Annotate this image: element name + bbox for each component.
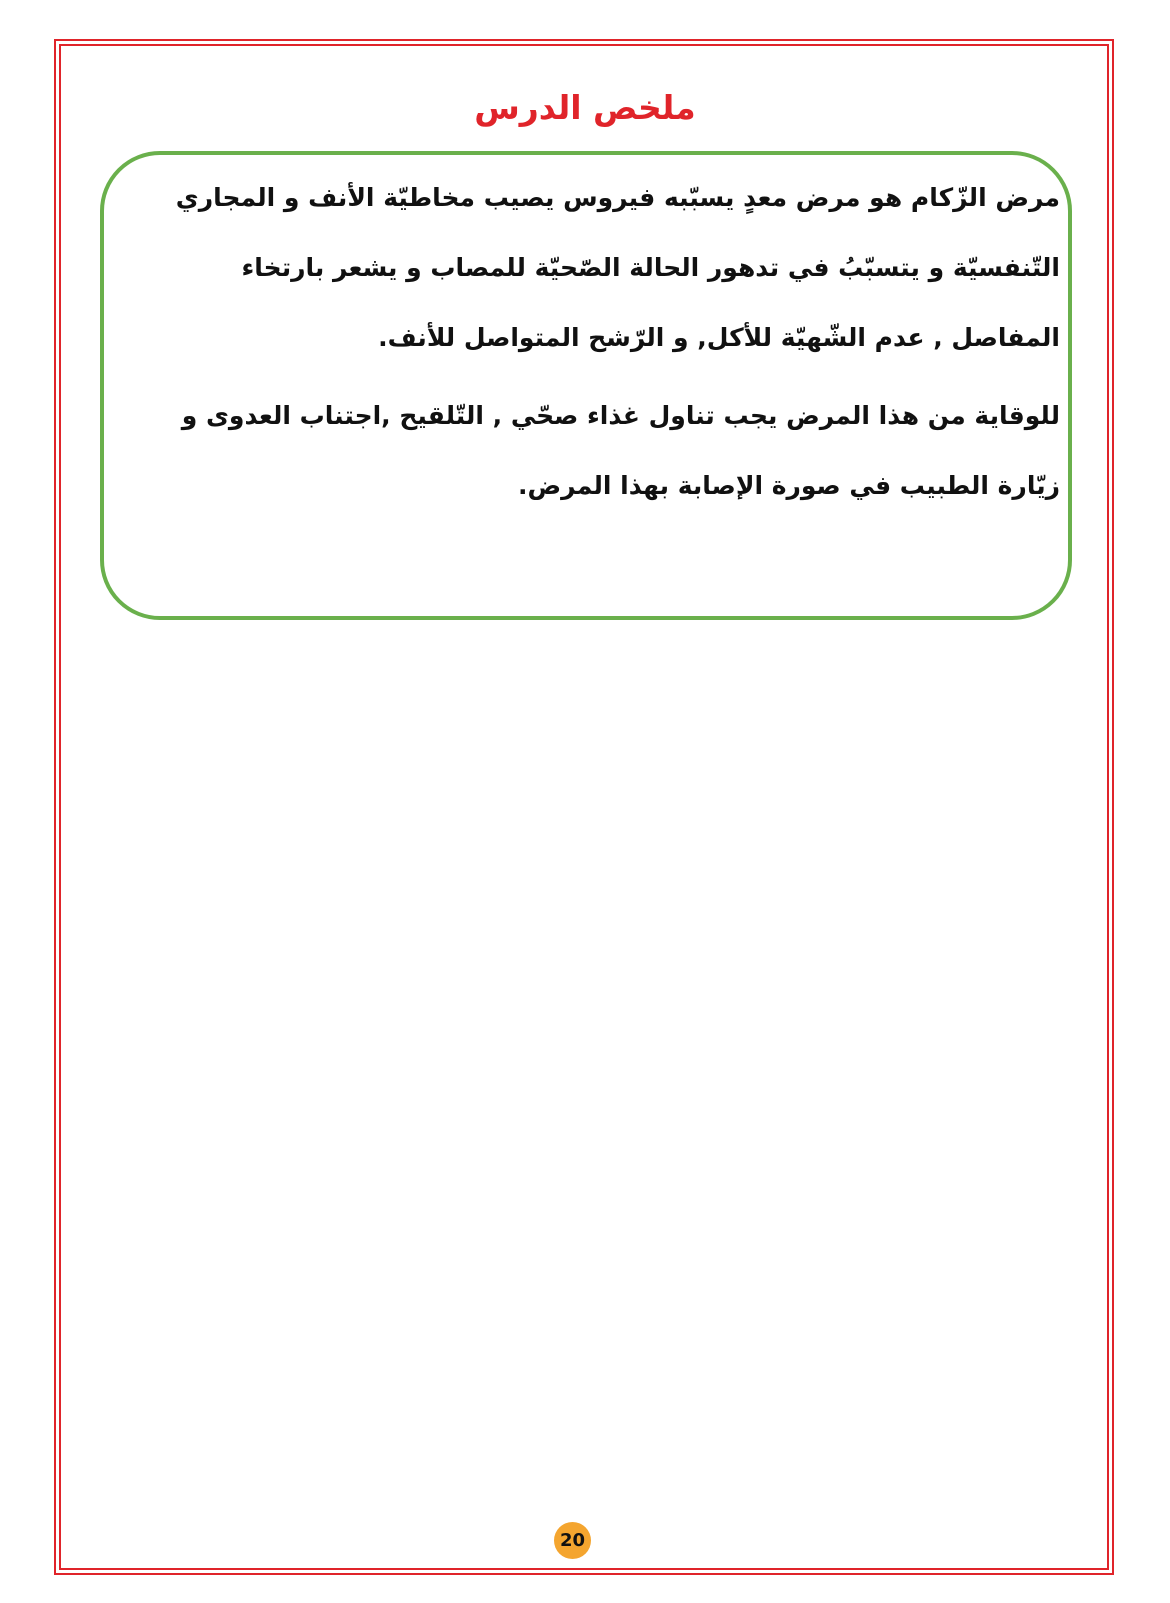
- page-number-badge: 20: [554, 1522, 591, 1559]
- summary-line: للوقاية من هذا المرض يجب تناول غذاء صحّي , التّلقيح ,اجتناب العدوى و: [181, 401, 1060, 430]
- summary-text: [122, 174, 1060, 532]
- summary-line: التّنفسيّة و يتسبّبُ في تدهور الحالة الصّحيّة للمصاب و يشعر بارتخاء: [241, 253, 1060, 282]
- summary-line: المفاصل , عدم الشّهيّة للأكل, و الرّشح المتواصل للأنف.: [378, 323, 1060, 352]
- lesson-summary-title: ملخص الدرس: [474, 88, 696, 127]
- summary-line: مرض الزّكام هو مرض معدٍ يسبّبه فيروس يصيب مخاطيّة الأنف و المجاري: [175, 183, 1060, 212]
- summary-line: زيّارة الطبيب في صورة الإصابة بهذا المرض.: [518, 471, 1060, 500]
